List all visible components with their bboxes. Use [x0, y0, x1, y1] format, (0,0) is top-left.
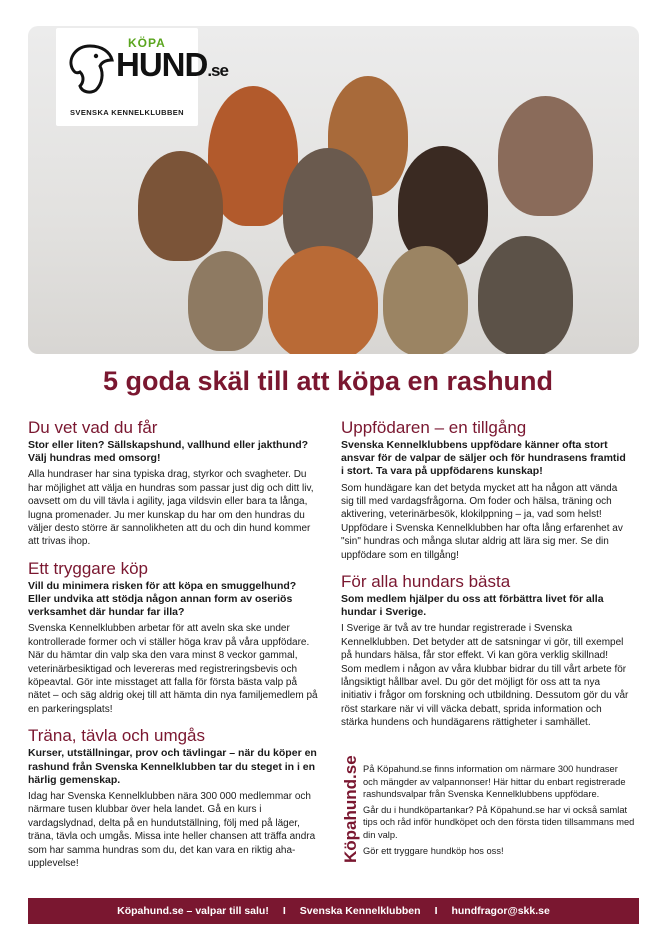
footer-email-link[interactable]: hundfragor@skk.se [451, 905, 550, 917]
vertical-brand[interactable]: Köpahund.se [341, 755, 360, 863]
section-body: Svenska Kennelklubben arbetar för att aveln ska ske under kontrollerade former och vi ställer höga krav på våra uppfödare. När du hämtar din valp ska den vara minst 8 veckor gammal, veterinärbesiktigad och levereras med registreringsbevis och köpeavtal. Gör inte misstaget att falla för första bästa valp på nätet – och säg aldrig okej till att hämta din nya familjemedlem på en parkeringsplats! [28, 623, 318, 715]
dog-head-logo-icon [62, 38, 118, 98]
page-headline: 5 goda skäl till att köpa en rashund [102, 366, 554, 396]
right-column [341, 418, 631, 740]
dog-spitz [478, 236, 573, 354]
section-title: Uppfödaren – en tillgång [341, 418, 527, 437]
footer-bar [28, 898, 639, 924]
logo-org: SVENSKA KENNELKLUBBEN [70, 108, 184, 117]
section-body: Idag har Svenska Kennelklubben nära 300 000 medlemmar och närmare tusen klubbar över hela landet. Gå en kurs i vardagslydnad, delta på en hundutställning, följ med på läger, träna, tävla och umgås. Missa inte heller chansen att träffa andra som har samma hundras som du, det kan vara en riktig aha-upplevelse! [28, 790, 316, 869]
footer-link-skk[interactable]: Svenska Kennelklubben [299, 905, 421, 917]
section-title: Träna, tävla och umgås [28, 726, 206, 746]
section-body: I Sverige är två av tre hundar registrerade i Svenska Kennelklubben. Det betyder att de satsningar vi gör, till exempel på hundars hälsa, får stor effekt. Vi kan göra verklig skillnad! Som medlem i någon av våra klubbar bidrar du till vårt arbete för långsiktigt hållbar avel. Du gör det möjligt för oss att ta nya initiativ i frågor om forskning och utbildning. Dessutom gör du vår röst starkare när vi vill väcka debatt, sprida information och stärka hundens och hundägarens rättigheter i samhället. [341, 623, 629, 729]
info-text [363, 763, 635, 860]
kopahund-logo[interactable] [56, 28, 228, 126]
footer-separator: I [282, 905, 286, 917]
section-body: Alla hundraser har sina typiska drag, styrkor och svagheter. Du har möjlighet att välja en hundras som passar just dig och ditt liv, oavsett om du vill tävla i agility, jaga vildsvin eller bara ta långa, lugna promenader. Ju mer kunskap du har om den hundras du väljer desto större är sannolikheten att du och din hund kommer att trivas ihop. [28, 469, 314, 548]
info-paragraph: Gör ett tryggare hundköp hos oss! [363, 845, 504, 856]
dog-dachshund [188, 251, 263, 351]
section-lead: Kurser, utställningar, prov och tävlingar – när du köper en rashund från Svenska Kennelklubben tar du steget in i en härlig gemenskap. [28, 747, 317, 786]
section-uppfodaren [341, 418, 631, 562]
section-title: Ett tryggare köp [28, 558, 149, 578]
section-lead: Som medlem hjälper du oss att förbättra livet för alla hundar i Sverige. [341, 593, 604, 619]
footer-link-kopahund[interactable]: Köpahund.se – valpar till salu! [117, 905, 269, 917]
logo-hund: HUND.se [116, 46, 228, 83]
dog-terrier [383, 246, 468, 354]
section-body: Som hundägare kan det betyda mycket att ha någon att vända sig till med vardagsfrågorna. Om foder och hälsa, träning och aktivering, veterinärbesök, klokilppning – ja, vad som helst! Uppfödare i Svenska Kennelklubben har ofta lång erfarenhet av "sin" hundras och många slutar aldrig att lära sig mer. Se din uppfödare som en tillgång! [341, 482, 623, 561]
dog-boxer [138, 151, 223, 261]
section-du-vet [28, 418, 320, 549]
left-column [28, 418, 320, 880]
section-lead: Stor eller liten? Sällskapshund, vallhund eller jakthund? Välj hundras med omsorg! [28, 439, 309, 465]
dog-cavalier [268, 246, 378, 354]
section-alla-hundars [341, 572, 631, 730]
logo-kopa: KÖPA [128, 36, 166, 50]
section-trana [28, 726, 320, 870]
info-paragraph: På Köpahund.se finns information om närmare 300 hundraser och mängder av valpannonser! Här hittar du enbart registrerade rashundsvalpar från Svenska Kennelklubbens uppfödare. [363, 764, 626, 800]
info-paragraph: Går du i hundköpartankar? På Köpahund.se har vi också samlat tips och råd inför hundköpet och den första tiden tillsammans med din valp. [363, 804, 635, 840]
section-lead: Vill du minimera risken för att köpa en smuggelhund? Eller undvika att stödja någon annan form av oseriös verksamhet där hundar far illa? [28, 579, 297, 619]
dog-aussie [498, 96, 593, 216]
kopahund-info-box [341, 755, 635, 873]
section-title: För alla hundars bästa [341, 572, 511, 592]
section-tryggare [28, 559, 320, 716]
section-title: Du vet vad du får [28, 418, 158, 437]
section-lead: Svenska Kennelklubbens uppfödare känner ofta stort ansvar för de valpar de säljer och för hundrasens framtid i stort. Ta vara på uppfödarens kunskap! [341, 439, 626, 478]
footer-separator: I [434, 905, 438, 917]
